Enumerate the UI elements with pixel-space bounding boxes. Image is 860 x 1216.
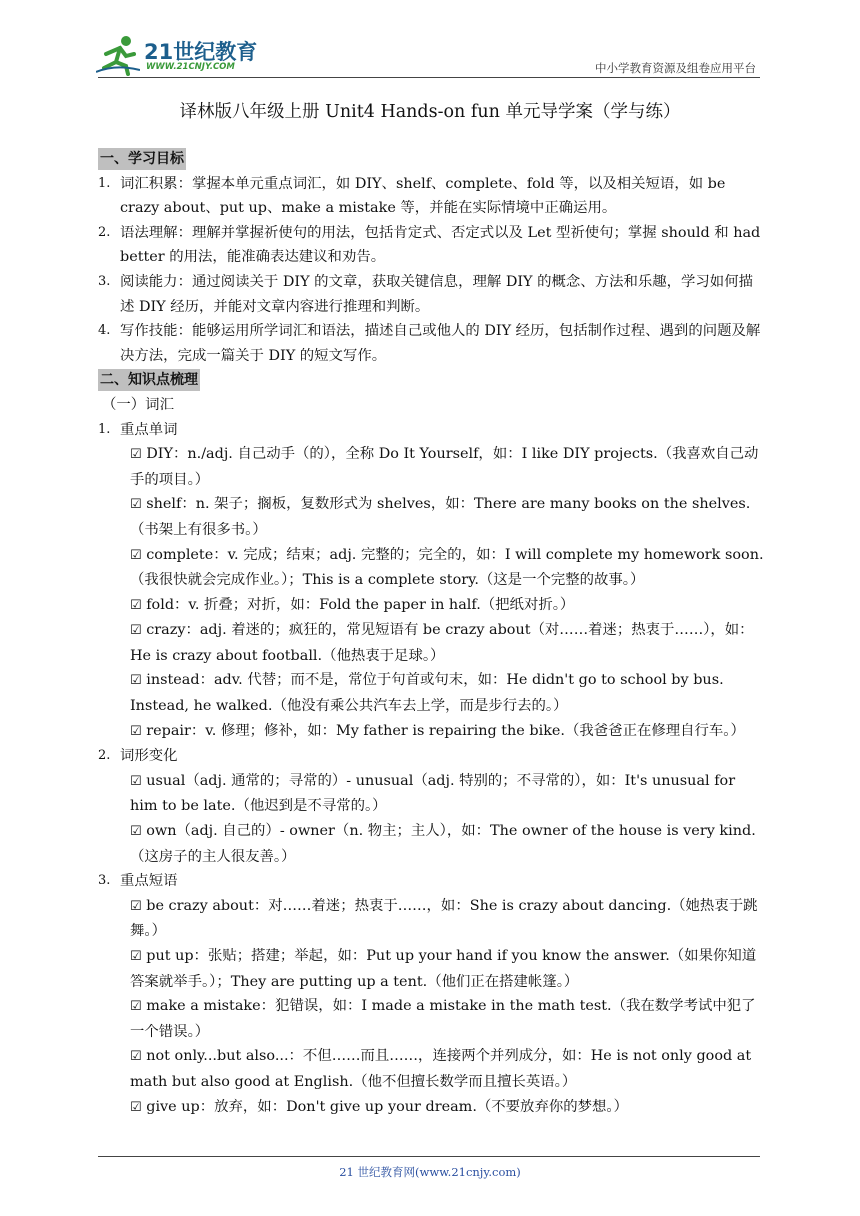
goal-number: 3. bbox=[98, 273, 111, 289]
vocab-entry-text: make a mistake：犯错误，如：I made a mistake in the math test.（我在数学考试中犯了一个错误。） bbox=[130, 998, 756, 1040]
vocab-group-number: 3. bbox=[98, 873, 111, 889]
vocab-entry-text: own（adj. 自己的）- owner（n. 物主；主人），如：The owner of the house is very kind.（这房子的主人很友善。） bbox=[130, 823, 756, 865]
vocab-group-heading bbox=[98, 744, 764, 769]
checkbox-icon: ☑ bbox=[130, 673, 142, 689]
checkbox-icon: ☑ bbox=[130, 949, 142, 964]
vocab-entry-text: shelf：n. 架子；搁板，复数形式为 shelves，如：There are many books on the shelves.（书架上有很多书。） bbox=[130, 496, 751, 538]
vocab-entry bbox=[98, 994, 764, 1044]
vocab-entry bbox=[98, 543, 764, 593]
vocab-entry-text: usual（adj. 通常的；寻常的）- unusual（adj. 特别的；不寻常的），如：It's unusual for him to be late.（他迟到是不寻常的。） bbox=[130, 772, 736, 815]
vocab-entry bbox=[98, 593, 764, 619]
goals-list bbox=[98, 172, 764, 369]
sub-heading-vocabulary: （一）词汇 bbox=[102, 396, 174, 413]
goal-text: 写作技能：能够运用所学词汇和语法，描述自己或他人的 DIY 经历，包括制作过程、遇到的问题及解决方法，完成一篇关于 DIY 的短文写作。 bbox=[120, 323, 761, 364]
checkbox-icon: ☑ bbox=[130, 999, 142, 1015]
goal-number: 2. bbox=[98, 224, 111, 240]
vocab-entry-text: give up：放弃，如：Don't give up your dream.（不要放弃你的梦想。） bbox=[146, 1098, 628, 1115]
vocab-entry bbox=[98, 492, 764, 542]
checkbox-icon: ☑ bbox=[130, 497, 142, 513]
vocab-entry-text: put up：张贴；搭建；举起，如：Put up your hand if you know the answer.（如果你知道答案就举手。）；They are putting up a tent.（他们正在搭建帐篷。） bbox=[130, 948, 757, 990]
vocab-entry-text: fold：v. 折叠；对折，如：Fold the paper in half.（把纸对折。） bbox=[146, 596, 575, 613]
runner-logo-icon bbox=[96, 34, 140, 76]
vocab-entry bbox=[98, 1044, 764, 1094]
goal-number: 4. bbox=[98, 323, 111, 339]
header-platform-text: 中小学教育资源及组卷应用平台 bbox=[595, 61, 756, 75]
footer-site-text: 21 世纪教育网(www.21cnjy.com) bbox=[339, 1165, 521, 1179]
vocab-entry-text: DIY：n./adj. 自己动手（的），全称 Do It Yourself，如：I like DIY projects.（我喜欢自己动手的项目。） bbox=[130, 446, 759, 488]
footer-divider bbox=[98, 1156, 760, 1157]
vocab-entry bbox=[98, 668, 764, 718]
logo-url-text: WWW.21CNJY.COM bbox=[146, 62, 235, 72]
goal-item bbox=[98, 270, 764, 319]
vocab-entry bbox=[98, 1095, 764, 1121]
vocab-group-heading bbox=[98, 869, 764, 894]
vocab-entry-text: be crazy about：对……着迷；热衷于……，如：She is crazy about dancing.（她热衷于跳舞。） bbox=[130, 897, 758, 940]
checkbox-icon: ☑ bbox=[130, 623, 142, 639]
checkbox-icon: ☑ bbox=[130, 447, 142, 463]
goal-item bbox=[98, 319, 764, 368]
document-body bbox=[98, 147, 764, 1120]
vocab-entry bbox=[98, 719, 764, 745]
vocab-entry bbox=[98, 944, 764, 994]
vocab-entry-text: repair：v. 修理；修补，如：My father is repairing the bike.（我爸爸正在修理自行车。） bbox=[146, 722, 745, 739]
goal-number: 1. bbox=[98, 175, 111, 191]
vocab-entry bbox=[98, 894, 764, 944]
section-heading-goals: 一、学习目标 bbox=[98, 148, 186, 170]
checkbox-icon: ☑ bbox=[130, 547, 142, 563]
vocab-group-number: 1. bbox=[98, 421, 111, 437]
vocab-entry-text: complete：v. 完成；结束；adj. 完整的；完全的，如：I will complete my homework soon.（我很快就会完成作业。）；This is a complete story.（这是一个完整的故事。） bbox=[130, 546, 764, 589]
vocab-group-number: 2. bbox=[98, 748, 111, 764]
vocab-group-label: 词形变化 bbox=[120, 748, 178, 765]
vocab-entry-text: instead：adv. 代替；而不是，常位于句首或句末，如：He didn't go to school by bus. Instead, he walked.（他没有乘公共汽车去上学，而是步行去的。） bbox=[130, 672, 724, 715]
section-heading-knowledge: 二、知识点梳理 bbox=[98, 369, 200, 391]
vocab-group-label: 重点单词 bbox=[120, 421, 178, 438]
goal-text: 阅读能力：通过阅读关于 DIY 的文章，获取关键信息，理解 DIY 的概念、方法和乐趣，学习如何描述 DIY 经历，并能对文章内容进行推理和判断。 bbox=[120, 273, 753, 315]
checkbox-icon: ☑ bbox=[130, 898, 142, 914]
site-logo bbox=[96, 34, 266, 78]
goal-text: 词汇积累：掌握本单元重点词汇，如 DIY、shelf、complete、fold 等，以及相关短语，如 be crazy about、put up、make a mistake 等，并能在实际情境中正确运用。 bbox=[120, 175, 726, 217]
checkbox-icon: ☑ bbox=[130, 597, 142, 613]
vocab-group-heading bbox=[98, 418, 764, 443]
vocab-entry bbox=[98, 819, 764, 869]
vocab-entry bbox=[98, 769, 764, 819]
checkbox-icon: ☑ bbox=[130, 824, 142, 840]
goal-item bbox=[98, 172, 764, 221]
vocab-entry bbox=[98, 442, 764, 492]
document-title: 译林版八年级上册 Unit4 Hands-on fun 单元导学案（学与练） bbox=[179, 102, 681, 122]
knowledge-groups bbox=[98, 418, 764, 1121]
header-divider bbox=[98, 77, 760, 78]
vocab-entry-text: crazy：adj. 着迷的；疯狂的，常见短语有 be crazy about（对……着迷；热衷于……），如：He is crazy about football.（他热衷于足球。） bbox=[130, 622, 754, 664]
checkbox-icon: ☑ bbox=[130, 1099, 142, 1115]
checkbox-icon: ☑ bbox=[130, 723, 142, 739]
vocab-entry bbox=[98, 618, 764, 668]
goal-text: 语法理解：理解并掌握祈使句的用法，包括肯定式、否定式以及 Let 型祈使句；掌握 should 和 had better 的用法，能准确表达建议和劝告。 bbox=[120, 224, 761, 266]
checkbox-icon: ☑ bbox=[130, 773, 142, 789]
goal-item bbox=[98, 221, 764, 270]
vocab-group-label: 重点短语 bbox=[120, 873, 178, 890]
checkbox-icon: ☑ bbox=[130, 1049, 142, 1065]
vocab-entry-text: not only...but also...：不但……而且……，连接两个并列成分，如：He is not only good at math but also good at English.（他不但擅长数学而且擅长英语。） bbox=[130, 1048, 752, 1090]
logo-brand-text: 21世纪教育 bbox=[144, 40, 258, 64]
